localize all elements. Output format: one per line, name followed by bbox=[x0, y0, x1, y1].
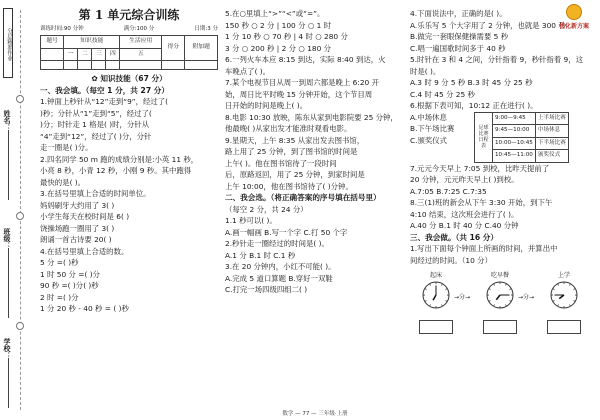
binding-hole bbox=[16, 212, 24, 220]
question-line: B.做完一套眼保健操需要 5 秒 bbox=[410, 32, 509, 41]
score-cell bbox=[78, 61, 92, 70]
question-line: 150 秒 ○ 2 分 | 100 分 ○ 1 时 bbox=[225, 20, 332, 30]
meta-row bbox=[40, 25, 218, 33]
question-line: 4.下面说法中，正确的是( )。 bbox=[410, 9, 507, 18]
question-line: 二、我会选。（将正确答案的序号填在括号里） bbox=[225, 193, 381, 202]
meta-date: 日期:3 分 bbox=[194, 26, 218, 32]
score-cell bbox=[41, 61, 64, 70]
schedule-cell: 下半场比赛 bbox=[535, 137, 568, 150]
question-line: 6.根据下表可知，10:12 正在进行( )。 bbox=[410, 101, 538, 110]
score-cell: 得分 bbox=[162, 36, 185, 61]
question-line: )秒；分针从“1”走到“5”，经过了( bbox=[40, 108, 152, 118]
clock-face bbox=[549, 280, 579, 310]
question-line: 5 分 =( )秒 bbox=[40, 258, 79, 267]
question-line: 3.在 20 分钟内，小红不可能( )。 bbox=[225, 262, 336, 271]
binding-strip bbox=[0, 0, 36, 420]
q6-options bbox=[410, 112, 470, 147]
question-line: 4:10 结束，这次班会进行了( )。 bbox=[410, 209, 519, 219]
question-line: 三、我会做。（共 16 分） bbox=[410, 232, 498, 242]
score-cell: 二 bbox=[78, 48, 92, 61]
schedule-cell: 9:45—10:00 bbox=[493, 125, 536, 138]
question-line: 小学生每天在校时间是 6( ) bbox=[40, 212, 130, 221]
clock-label: 起床 bbox=[429, 272, 442, 279]
binding-hole bbox=[16, 95, 24, 103]
column-1 bbox=[40, 8, 218, 315]
column-3 bbox=[410, 8, 595, 340]
question-line: “4”走到“12”，经过了( )分，分针 bbox=[40, 131, 152, 141]
question-line: （每空 2 分，共 24 分） bbox=[225, 204, 308, 214]
question-line: 1 分 10 秒 ○ 70 秒 | 4 时 ○ 280 分 bbox=[225, 32, 348, 41]
score-cell bbox=[64, 61, 78, 70]
score-cell bbox=[162, 61, 185, 70]
question-line: 饶操场跑一圈用了 3( ) bbox=[40, 223, 115, 233]
question-line: )分；时针走 1 格是( )时，分针从 bbox=[40, 120, 150, 129]
question-line: 时是( )。 bbox=[410, 66, 441, 76]
question-line: 路上用了 25 分钟，到了图书馆的时间是 bbox=[225, 147, 358, 156]
page-title: 第 1 单元综合训练 bbox=[78, 8, 180, 22]
score-cell: 三 bbox=[92, 48, 106, 61]
question-line: 上午( )。他在图书馆待了一段时间 bbox=[225, 158, 337, 168]
score-cell bbox=[106, 61, 120, 70]
question-line: 他最晚( )从家出发才能准时观看电影。 bbox=[225, 124, 352, 133]
score-cell: 附加题 bbox=[185, 36, 218, 61]
schedule-table bbox=[474, 112, 569, 163]
question-line: C.唱一遍国歌时间多于 40 秒 bbox=[410, 43, 506, 53]
binding-hole bbox=[16, 322, 24, 330]
question-line: A.1 分 B.1 时 C.1 秒 bbox=[225, 250, 296, 260]
question-line: 1.钟面上秒针从“12”走到“9”，经过了( bbox=[40, 97, 169, 106]
question-line: A.3 时 9 分 5 秒 B.3 时 45 分 25 秒 bbox=[410, 78, 533, 87]
schedule-cell: 上半场比赛 bbox=[535, 112, 568, 125]
question-line: A.中场休息 bbox=[410, 112, 447, 122]
clock-label: 上学 bbox=[557, 272, 570, 279]
question-line: 1.1 秒可以( )。 bbox=[225, 216, 277, 225]
question-line: 上午 10:00，他在图书馆待了( )分钟。 bbox=[225, 181, 353, 191]
question-line: 7.元元今天早上 7:05 到校，比昨天提前了 bbox=[410, 163, 550, 173]
score-cell: 四 bbox=[106, 48, 120, 61]
question-line: 20 分钟，元元昨天早上( )到校。 bbox=[410, 175, 519, 184]
score-cell bbox=[41, 48, 64, 61]
question-line: 一、我会填。（每空 1 分，共 27 分） bbox=[40, 85, 169, 95]
question-line: 8.三(1)班的新会从下午 3:30 开始，到下午 bbox=[410, 198, 553, 207]
score-cell: 五 bbox=[120, 48, 162, 61]
clock-face bbox=[421, 280, 451, 310]
question-line: 小亮 8 秒，小青 12 秒，小刚 9 秒。其中跑得 bbox=[40, 166, 192, 175]
strip-tag: 分层精准作业 bbox=[3, 8, 13, 78]
section-main: ✿ 知识技能（67 分） bbox=[91, 74, 167, 83]
question-line: 8.电影 10:30 放映，陈东从家到电影院要 25 分钟， bbox=[225, 112, 398, 122]
arrow-gap: →分→ bbox=[454, 294, 471, 301]
score-cell bbox=[120, 61, 162, 70]
question-line: A.画一幅画 B.写一个字 C.打 50 个字 bbox=[225, 227, 348, 237]
column-2 bbox=[225, 8, 405, 296]
question-line: A.完成 5 道口算题 B.穿好一双鞋 bbox=[225, 273, 333, 283]
question-line: 5.在○里填上“>”“<”或“=”。 bbox=[225, 9, 325, 18]
schedule-cell: 中场休息 bbox=[535, 125, 568, 138]
school-line bbox=[8, 358, 9, 408]
schedule-cell: 颁奖仪式 bbox=[535, 150, 568, 163]
question-line: 最快的是( )。 bbox=[40, 177, 86, 187]
answer-box[interactable] bbox=[483, 320, 517, 334]
question-line: C.打完一场四级四组二( ) bbox=[225, 285, 308, 294]
schedule-head: 足球比赛 日程表 bbox=[475, 112, 493, 162]
school-label: 学校： bbox=[3, 338, 11, 359]
question-line: 1.写出下面每个钟面上所画的时间，并算出中 bbox=[410, 244, 558, 253]
question-line: 3 分 ○ 200 秒 | 2 分 ○ 180 分 bbox=[225, 43, 332, 53]
question-line: 日开始的时间是晚上( )。 bbox=[225, 101, 308, 110]
question-line: 始，周日比平时晚 15 分钟开始，这个节目周 bbox=[225, 89, 373, 99]
schedule-cell: 9:00—9:45 bbox=[493, 112, 536, 125]
score-cell: 生活应用 bbox=[120, 36, 162, 49]
question-line: 4.在括号里填上合适的数。 bbox=[40, 246, 129, 256]
name-label: 姓名： bbox=[3, 110, 11, 131]
question-line: 9.星期天，上午 8:35 从家出发去图书馆， bbox=[225, 135, 365, 145]
arrow-gap: →分→ bbox=[518, 294, 535, 301]
clock-row bbox=[410, 270, 595, 340]
clock-face bbox=[485, 280, 515, 310]
question-line: 间经过的时间。（10 分） bbox=[410, 255, 492, 265]
question-line: 90 秒 =( )分( )秒 bbox=[40, 281, 99, 290]
score-cell: 知识技能 bbox=[64, 36, 120, 49]
clock-label: 吃早餐 bbox=[490, 272, 509, 279]
score-cell: 一 bbox=[64, 48, 78, 61]
class-line bbox=[8, 248, 9, 318]
question-line: C.颁奖仪式 bbox=[410, 135, 448, 145]
question-line: 1 时 50 分 =( )分 bbox=[40, 269, 100, 279]
answer-box[interactable] bbox=[419, 320, 453, 334]
score-cell bbox=[185, 61, 218, 70]
meta-time: 训练时间:90 分钟 bbox=[40, 26, 84, 32]
question-line: 2.四名同学 50 m 跑的成绩分别是:小英 11 秒， bbox=[40, 154, 199, 164]
score-table bbox=[40, 35, 218, 70]
brand-logo bbox=[552, 4, 596, 32]
score-cell: 题号 bbox=[41, 36, 64, 49]
question-line: 7.某个电视节目从周一到周六都是晚上 6:20 开 bbox=[225, 78, 379, 87]
logo-text: 优化新方案 bbox=[558, 23, 589, 30]
class-label: 班级： bbox=[3, 228, 11, 249]
q6-options-with-table bbox=[410, 112, 595, 163]
logo-mark-icon bbox=[566, 4, 582, 20]
meta-score: 满分:100 分 bbox=[123, 26, 155, 32]
schedule-cell: 10:45—11:00 bbox=[493, 150, 536, 163]
question-line: C.4 时 45 分 25 秒 bbox=[410, 89, 475, 99]
question-line: 后，原路返回，用了 25 分钟，到家时间是 bbox=[225, 170, 365, 179]
question-line: 1 分 20 秒 - 40 秒 = ( )秒 bbox=[40, 304, 129, 313]
schedule-cell: 10:00—10:45 bbox=[493, 137, 536, 150]
cut-line bbox=[20, 10, 21, 410]
score-cell bbox=[92, 61, 106, 70]
name-line bbox=[8, 130, 9, 200]
question-line: 车晚点了( )。 bbox=[225, 66, 271, 76]
page-footer: 数学 — 77 — 三年级·上册 bbox=[282, 411, 348, 417]
question-line: 2.秒针走一圈经过的时间是( )。 bbox=[225, 239, 329, 248]
question-line: 妈妈刷牙大约用了 3( ) bbox=[40, 200, 115, 210]
answer-box[interactable] bbox=[547, 320, 581, 334]
question-line: 2 时 =( )分 bbox=[40, 292, 79, 302]
question-line: 6.一列火车本应 8:15 到达，实际 8:40 到达，火 bbox=[225, 55, 386, 64]
question-line: 走一圈是( )分。 bbox=[40, 143, 93, 152]
question-line: A.乐乐写 5 个大字用了 2 分钟，也就是 300 秒 bbox=[410, 20, 566, 30]
question-line: 5.时针在 3 和 4 之间，分针指着 9，秒针指着 9，这 bbox=[410, 55, 583, 64]
question-line: A.7:05 B.7:25 C.7:35 bbox=[410, 186, 487, 196]
question-line: 朗诵一首古诗要 20( ) bbox=[40, 235, 112, 244]
question-line: 3.在括号里填上合适的时间单位。 bbox=[40, 189, 151, 198]
question-line: B.下午场比赛 bbox=[410, 124, 455, 133]
question-line: A.40 分 B.1 时 40 分 C.40 分钟 bbox=[410, 221, 519, 230]
